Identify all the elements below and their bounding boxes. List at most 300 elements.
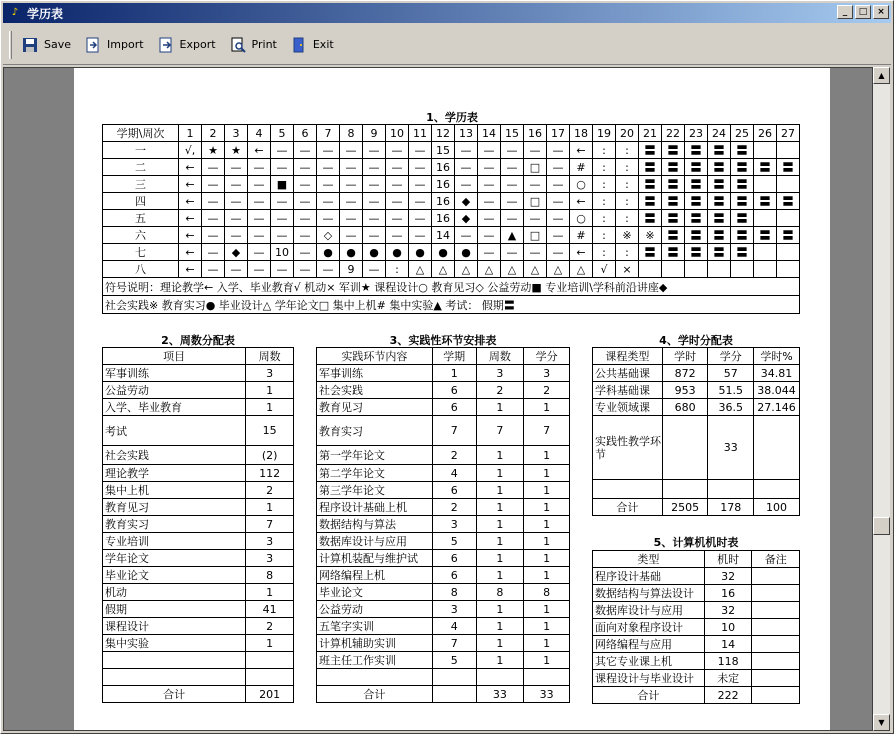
save-icon: [22, 37, 38, 53]
schedule-cell: ←: [179, 244, 202, 261]
table-cell: 入学、毕业教育: [103, 399, 246, 416]
schedule-cell: —: [317, 261, 340, 278]
table-row: [317, 635, 570, 652]
table-cell: 1: [524, 446, 570, 465]
table-cell: 41: [246, 601, 294, 618]
schedule-cell: ←: [179, 159, 202, 176]
table-cell: 课程设计: [103, 618, 246, 635]
table-cell: [524, 669, 570, 686]
schedule-cell: 〓: [754, 159, 777, 176]
exit-label: Exit: [312, 38, 334, 51]
table-cell: 33: [708, 416, 754, 480]
schedule-cell: ←: [179, 227, 202, 244]
app-icon: ♪: [11, 7, 19, 18]
vertical-scrollbar[interactable]: [873, 67, 890, 731]
schedule-cell: 〓: [777, 227, 800, 244]
table-cell: 5: [432, 533, 476, 550]
schedule-cell: ※: [616, 227, 639, 244]
print-button[interactable]: [230, 37, 277, 53]
table-cell: 27.146: [754, 399, 800, 416]
schedule-cell: :: [616, 176, 639, 193]
table-cell: 1: [246, 382, 294, 399]
table-cell: 112: [246, 465, 294, 482]
table-row: [317, 601, 570, 618]
schedule-cell: 〓: [685, 210, 708, 227]
semester-label-cell: 五: [103, 210, 179, 227]
schedule-cell: —: [225, 261, 248, 278]
schedule-cell: —: [340, 176, 363, 193]
schedule-cell: 〓: [685, 193, 708, 210]
schedule-cell: —: [271, 193, 294, 210]
schedule-cell: ●: [386, 244, 409, 261]
schedule-cell: ←: [570, 193, 593, 210]
export-icon: [158, 37, 174, 53]
table-cell: 38.044: [754, 382, 800, 399]
table-cell: 合计: [103, 686, 246, 703]
schedule-cell: —: [248, 210, 271, 227]
schedule-cell: #: [570, 227, 593, 244]
schedule-cell: 16: [432, 159, 455, 176]
week-number-cell: 15: [501, 125, 524, 142]
table-cell: [432, 686, 476, 703]
schedule-cell: 16: [432, 176, 455, 193]
table-cell: 8: [476, 584, 524, 601]
schedule-cell: ●: [363, 244, 386, 261]
column-header: 课程类型: [593, 348, 663, 365]
schedule-cell: —: [478, 176, 501, 193]
table-cell: [752, 585, 800, 602]
table-cell: 10: [704, 619, 752, 636]
table-row: [103, 618, 294, 635]
table-cell: 机动: [103, 584, 246, 601]
table-cell: 其它专业课上机: [593, 653, 705, 670]
schedule-cell: —: [294, 261, 317, 278]
table-cell: 1: [246, 635, 294, 652]
table-cell: 36.5: [708, 399, 754, 416]
week-number-cell: 5: [271, 125, 294, 142]
schedule-cell: 〓: [731, 159, 754, 176]
table-cell: 6: [432, 482, 476, 499]
schedule-cell: 〓: [639, 193, 662, 210]
table-cell: 1: [524, 550, 570, 567]
table-cell: [752, 670, 800, 687]
table-cell: 6: [432, 399, 476, 416]
schedule-cell: —: [524, 244, 547, 261]
semester-row: [103, 210, 800, 227]
schedule-cell: ★: [225, 142, 248, 159]
table-row: [317, 482, 570, 499]
table-cell: 1: [524, 635, 570, 652]
schedule-cell: —: [317, 159, 340, 176]
table-cell: 五笔字实训: [317, 618, 433, 635]
schedule-cell: 〓: [708, 227, 731, 244]
table-row: [317, 516, 570, 533]
table-cell: 第一学年论文: [317, 446, 433, 465]
schedule-cell: [639, 261, 662, 278]
schedule-cell: —: [524, 176, 547, 193]
schedule-cell: ◇: [317, 227, 340, 244]
week-number-cell: 27: [777, 125, 800, 142]
table-row: [103, 686, 294, 703]
schedule-cell: :: [593, 193, 616, 210]
table-row: [317, 399, 570, 416]
schedule-cell: △: [547, 261, 570, 278]
exit-door-icon: [291, 37, 307, 53]
schedule-cell: —: [409, 142, 432, 159]
schedule-cell: 〓: [777, 193, 800, 210]
table-cell: 毕业论文: [317, 584, 433, 601]
table-cell: 100: [754, 499, 800, 516]
table-cell: 57: [708, 365, 754, 382]
week-number-cell: 12: [432, 125, 455, 142]
table-row: [103, 382, 294, 399]
table-cell: 社会实践: [103, 446, 246, 465]
table-header-row: [103, 348, 294, 365]
schedule-cell: 10: [271, 244, 294, 261]
semester-label-cell: 二: [103, 159, 179, 176]
schedule-cell: —: [202, 210, 225, 227]
schedule-cell: 〓: [754, 227, 777, 244]
table-cell: 计算机辅助实训: [317, 635, 433, 652]
table-cell: 数据结构与算法: [317, 516, 433, 533]
schedule-cell: —: [478, 193, 501, 210]
schedule-cell: —: [455, 159, 478, 176]
table-cell: 程序设计基础: [593, 568, 705, 585]
schedule-cell: 〓: [731, 210, 754, 227]
maximize-button[interactable]: □: [855, 5, 871, 19]
table-row: [317, 584, 570, 601]
table-cell: 教育实习: [317, 416, 433, 446]
table-row: [103, 446, 294, 465]
semester-label-cell: 八: [103, 261, 179, 278]
table-cell: 1: [524, 567, 570, 584]
schedule-cell: ←: [179, 193, 202, 210]
table-row: [593, 687, 800, 704]
schedule-cell: :: [616, 159, 639, 176]
schedule-cell: ◆: [455, 210, 478, 227]
table-cell: 专业领域课: [593, 399, 663, 416]
schedule-cell: 〓: [662, 244, 685, 261]
table-cell: 2: [476, 382, 524, 399]
week-number-cell: 11: [409, 125, 432, 142]
schedule-cell: ◆: [225, 244, 248, 261]
schedule-cell: —: [271, 142, 294, 159]
schedule-cell: ←: [179, 176, 202, 193]
table-cell: 数据库设计与应用: [593, 602, 705, 619]
table-row: [317, 567, 570, 584]
table-row: [103, 669, 294, 686]
table-cell: 34.81: [754, 365, 800, 382]
table-cell: 1: [524, 652, 570, 669]
table-cell: 2: [432, 499, 476, 516]
toolbar-grip[interactable]: [9, 31, 12, 59]
schedule-cell: 〓: [708, 193, 731, 210]
week-number-cell: 8: [340, 125, 363, 142]
minimize-button[interactable]: _: [837, 5, 853, 19]
schedule-cell: 〓: [708, 244, 731, 261]
table-row: [317, 533, 570, 550]
schedule-cell: —: [340, 193, 363, 210]
schedule-cell: —: [271, 159, 294, 176]
table-cell: 178: [708, 499, 754, 516]
schedule-cell: —: [225, 227, 248, 244]
schedule-cell: △: [432, 261, 455, 278]
table-row: [103, 482, 294, 499]
week-number-cell: 25: [731, 125, 754, 142]
schedule-cell: □: [524, 193, 547, 210]
table-row: [103, 584, 294, 601]
column-header: 备注: [752, 551, 800, 568]
week-number-cell: 21: [639, 125, 662, 142]
schedule-cell: —: [225, 176, 248, 193]
schedule-cell: —: [547, 227, 570, 244]
table-row: [317, 652, 570, 669]
table-cell: 3: [524, 365, 570, 382]
schedule-cell: —: [478, 244, 501, 261]
computer-table: [592, 550, 800, 704]
weeks-table-title: 2、周数分配表: [161, 334, 235, 347]
schedule-cell: —: [202, 244, 225, 261]
table-cell: 7: [246, 516, 294, 533]
table-cell: 考试: [103, 416, 246, 446]
table-cell: [476, 669, 524, 686]
schedule-cell: 16: [432, 210, 455, 227]
schedule-cell: —: [386, 176, 409, 193]
table-cell: 集中上机: [103, 482, 246, 499]
schedule-cell: [777, 244, 800, 261]
column-header: 学时%: [754, 348, 800, 365]
export-label: Export: [179, 38, 216, 51]
semester-row: [103, 261, 800, 278]
table-cell: 1: [476, 550, 524, 567]
schedule-cell: —: [386, 142, 409, 159]
week-number-cell: 23: [685, 125, 708, 142]
table-cell: 15: [246, 416, 294, 446]
schedule-cell: :: [593, 210, 616, 227]
schedule-cell: —: [363, 227, 386, 244]
table-cell: 学科基础课: [593, 382, 663, 399]
schedule-cell: ★: [202, 142, 225, 159]
schedule-cell: 〓: [777, 159, 800, 176]
semester-row: [103, 159, 800, 176]
schedule-cell: 〓: [662, 193, 685, 210]
weeks-table: [102, 347, 294, 703]
table-cell: 2: [246, 618, 294, 635]
schedule-cell: —: [501, 210, 524, 227]
table-cell: 118: [704, 653, 752, 670]
table-cell: 1: [476, 618, 524, 635]
table-cell: 1: [476, 567, 524, 584]
table-cell: 201: [246, 686, 294, 703]
table-cell: 1: [476, 516, 524, 533]
table-cell: 3: [432, 601, 476, 618]
import-button[interactable]: [85, 37, 144, 53]
import-icon: [85, 37, 101, 53]
schedule-cell: □: [524, 227, 547, 244]
table-cell: 8: [524, 584, 570, 601]
table-row: [103, 601, 294, 618]
schedule-cell: —: [317, 142, 340, 159]
schedule-cell: —: [478, 210, 501, 227]
export-button[interactable]: [158, 37, 216, 53]
table-cell: 1: [524, 465, 570, 482]
save-button[interactable]: [22, 37, 71, 53]
schedule-cell: [754, 261, 777, 278]
schedule-cell: —: [547, 244, 570, 261]
schedule-cell: —: [547, 142, 570, 159]
semester-row: [103, 193, 800, 210]
table-row: [317, 550, 570, 567]
table-cell: 合计: [317, 686, 433, 703]
table-cell: 社会实践: [317, 382, 433, 399]
schedule-cell: ●: [432, 244, 455, 261]
schedule-cell: —: [225, 193, 248, 210]
table-cell: 集中实验: [103, 635, 246, 652]
schedule-cell: —: [478, 227, 501, 244]
schedule-cell: —: [363, 193, 386, 210]
table-row: [103, 567, 294, 584]
week-number-cell: 17: [547, 125, 570, 142]
table-cell: [752, 687, 800, 704]
schedule-cell: —: [340, 142, 363, 159]
schedule-cell: 〓: [662, 227, 685, 244]
schedule-cell: :: [616, 244, 639, 261]
title-bar[interactable]: [3, 3, 891, 23]
table-cell: 1: [476, 601, 524, 618]
schedule-cell: [754, 244, 777, 261]
table-cell: [662, 416, 708, 480]
week-number-cell: 19: [593, 125, 616, 142]
table-cell: [662, 480, 708, 499]
schedule-cell: —: [455, 176, 478, 193]
schedule-cell: ●: [409, 244, 432, 261]
schedule-cell: ←: [570, 142, 593, 159]
table-cell: 1: [476, 399, 524, 416]
table-cell: 合计: [593, 687, 705, 704]
table-row: [593, 382, 800, 399]
schedule-cell: ●: [317, 244, 340, 261]
schedule-cell: —: [340, 210, 363, 227]
table-row: [103, 399, 294, 416]
table-row: [103, 465, 294, 482]
table-cell: 32: [704, 568, 752, 585]
calendar-table: [102, 124, 800, 314]
schedule-cell: 〓: [731, 227, 754, 244]
table-cell: 3: [476, 365, 524, 382]
table-cell: 毕业论文: [103, 567, 246, 584]
schedule-cell: [754, 142, 777, 159]
legend-line-2: 社会实践※ 教育实习● 毕业设计△ 学年论文□ 集中上机# 集中实验▲ 考试： 假期〓: [103, 296, 800, 314]
table-cell: 6: [432, 382, 476, 399]
week-number-cell: 4: [248, 125, 271, 142]
scroll-down-button[interactable]: ▼: [873, 714, 890, 731]
table-row: [593, 653, 800, 670]
practice-table: [316, 347, 570, 703]
schedule-cell: :: [593, 176, 616, 193]
schedule-cell: —: [294, 159, 317, 176]
schedule-cell: 〓: [685, 227, 708, 244]
table-cell: 32: [704, 602, 752, 619]
schedule-cell: —: [501, 142, 524, 159]
schedule-cell: —: [248, 193, 271, 210]
schedule-cell: —: [317, 210, 340, 227]
schedule-cell: #: [570, 159, 593, 176]
exit-button[interactable]: [291, 37, 334, 53]
schedule-cell: —: [386, 227, 409, 244]
schedule-cell: 〓: [708, 176, 731, 193]
table-cell: 33: [476, 686, 524, 703]
schedule-cell: √,: [179, 142, 202, 159]
legend-line-1-row: [103, 278, 800, 296]
table-cell: 网络编程上机: [317, 567, 433, 584]
table-row: [103, 652, 294, 669]
schedule-cell: —: [271, 261, 294, 278]
table-header-row: [593, 348, 800, 365]
schedule-cell: 〓: [662, 210, 685, 227]
calendar-header-row: [103, 125, 800, 142]
schedule-cell: 〓: [685, 159, 708, 176]
schedule-cell: —: [340, 159, 363, 176]
close-button[interactable]: ×: [873, 5, 889, 19]
schedule-cell: 15: [432, 142, 455, 159]
schedule-cell: 〓: [639, 142, 662, 159]
scroll-up-button[interactable]: ▲: [873, 67, 890, 84]
schedule-cell: —: [317, 176, 340, 193]
scroll-thumb[interactable]: [873, 517, 890, 535]
table-row: [593, 416, 800, 480]
table-row: [317, 618, 570, 635]
table-row: [317, 365, 570, 382]
table-cell: 7: [524, 416, 570, 446]
column-header: 周数: [246, 348, 294, 365]
column-header: 类型: [593, 551, 705, 568]
table-cell: 3: [432, 516, 476, 533]
table-cell: 1: [246, 584, 294, 601]
schedule-cell: —: [409, 159, 432, 176]
calendar-title: 1、学历表: [426, 111, 478, 124]
schedule-cell: 〓: [639, 159, 662, 176]
table-cell: 14: [704, 636, 752, 653]
week-number-cell: 26: [754, 125, 777, 142]
schedule-cell: —: [409, 176, 432, 193]
schedule-cell: —: [248, 244, 271, 261]
schedule-cell: ←: [179, 210, 202, 227]
schedule-cell: 〓: [685, 176, 708, 193]
table-cell: 教育实习: [103, 516, 246, 533]
schedule-cell: :: [386, 261, 409, 278]
week-number-cell: 24: [708, 125, 731, 142]
table-row: [593, 602, 800, 619]
calendar-corner-cell: 学期\周次: [103, 125, 179, 142]
week-number-cell: 14: [478, 125, 501, 142]
schedule-cell: —: [271, 227, 294, 244]
schedule-cell: 〓: [754, 193, 777, 210]
semester-label-cell: 七: [103, 244, 179, 261]
table-cell: [752, 602, 800, 619]
week-number-cell: 18: [570, 125, 593, 142]
table-cell: 1: [246, 399, 294, 416]
table-cell: 1: [476, 635, 524, 652]
schedule-cell: 〓: [731, 193, 754, 210]
schedule-cell: 〓: [731, 176, 754, 193]
table-row: [593, 619, 800, 636]
table-cell: 953: [662, 382, 708, 399]
schedule-cell: 〓: [708, 142, 731, 159]
table-cell: 未定: [704, 670, 752, 687]
schedule-cell: △: [501, 261, 524, 278]
schedule-cell: 〓: [708, 210, 731, 227]
schedule-cell: —: [524, 142, 547, 159]
